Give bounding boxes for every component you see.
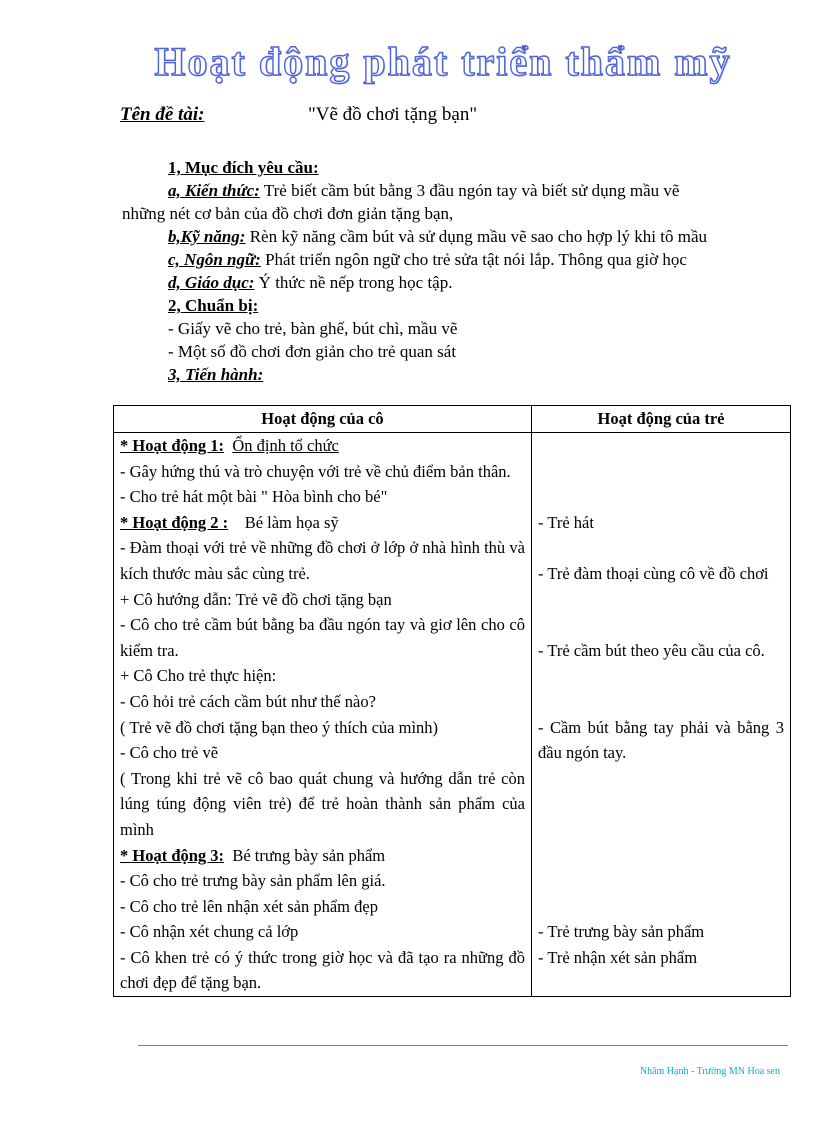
teacher-step: - Cô cho trẻ cầm bút bằng ba đầu ngón tay và giơ lên cho cô kiểm tra. (120, 615, 525, 660)
teacher-step: - Cô cho trẻ lên nhận xét sản phẩm đẹp (120, 896, 378, 916)
activity-2-title: Bé làm họa sỹ (244, 512, 339, 532)
knowledge-text: Trẻ biết cầm bút bằng 3 đầu ngón tay và biết sử dụng mầu vẽ (263, 181, 680, 200)
procedure-heading: 3, Tiến hành: (168, 365, 264, 384)
activity-1-heading (120, 433, 525, 459)
teacher-step: ( Trong khi trẻ vẽ cô bao quát chung và hướng dẫn trẻ còn lúng túng động viên trẻ) để trẻ hoàn thành sản phẩm của mình (120, 768, 525, 839)
preparation-item: - Một số đồ chơi đơn giản cho trẻ quan sát (168, 342, 457, 361)
activity-2-heading (120, 510, 525, 536)
teacher-step: - Cô cho trẻ vẽ (120, 743, 219, 763)
footer-credit: Nhâm Hạnh - Trường MN Hoa sen (639, 1066, 780, 1077)
child-spacer (538, 612, 784, 638)
language-line (122, 248, 772, 271)
child-step: - Trẻ nhận xét sản phẩm (538, 947, 698, 967)
teacher-step: + Cô Cho trẻ thực hiện: (120, 666, 277, 686)
child-activities-cell (532, 433, 791, 997)
child-step: - Trẻ đàm thoại cùng cô về đồ chơi (538, 563, 769, 583)
teacher-step: - Cô cho trẻ trưng bày sản phẩm lên giá. (120, 871, 386, 891)
skills-label: b,Kỹ năng: (168, 227, 246, 246)
preparation-heading: 2, Chuẩn bị: (168, 296, 259, 315)
education-text: Ý thức nề nếp trong học tập. (258, 273, 453, 292)
child-step: - Trẻ cầm bút theo yêu cầu của cô. (538, 640, 765, 660)
teacher-step: - Cho trẻ hát một bài " Hòa bình cho bé" (120, 487, 388, 507)
teacher-column-header: Hoạt động của cô (114, 406, 532, 433)
lesson-sections (122, 156, 772, 386)
topic-label: Tên đề tài: (120, 104, 205, 125)
skills-text: Rèn kỹ năng cầm bút và sử dụng mầu vẽ sao cho hợp lý khi tô mầu (249, 227, 708, 246)
table-row (114, 433, 791, 997)
preparation-item: - Giấy vẽ cho trẻ, bàn ghế, bút chì, mầu vẽ (168, 319, 458, 338)
teacher-step: - Cô nhận xét chung cả lớp (120, 922, 299, 942)
topic-name: "Vẽ đồ chơi tặng bạn" (308, 104, 478, 125)
table-header-row (114, 406, 791, 433)
teacher-step: - Cô khen trẻ có ý thức trong giờ học và đã tạo ra những đồ chơi đẹp để tặng bạn. (120, 947, 525, 993)
language-text: Phát triển ngôn ngữ cho trẻ sửa tật nói lắp. Thông qua giờ học (265, 250, 687, 269)
topic-line (120, 104, 720, 126)
teacher-step: ( Trẻ vẽ đồ chơi tặng bạn theo ý thích của mình) (120, 717, 439, 737)
child-spacer (538, 535, 784, 561)
skills-line (122, 225, 772, 248)
teacher-step: - Gây hứng thú và trò chuyện với trẻ về chủ điểm bản thân. (120, 461, 511, 481)
child-spacer (538, 433, 784, 510)
activity-table (113, 405, 791, 997)
language-label: c, Ngôn ngữ: (168, 250, 261, 269)
teacher-activities-cell (114, 433, 532, 997)
child-column-header: Hoạt động của trẻ (532, 406, 791, 433)
knowledge-label: a, Kiến thức: (168, 181, 260, 200)
activity-3-label: * Hoạt động 3: (120, 845, 225, 865)
objectives-heading: 1, Mục đích yêu cầu: (168, 158, 319, 177)
activity-2-label: * Hoạt động 2 : (120, 512, 229, 532)
footer-divider (138, 1045, 788, 1046)
child-step: - Cầm bút bằng tay phải và bằng 3 đầu ngón tay. (538, 717, 784, 763)
activity-1-label: * Hoạt động 1: (120, 436, 225, 455)
child-step: - Trẻ trưng bày sản phẩm (538, 922, 705, 942)
activity-1-title: Ổn định tổ chức (232, 436, 339, 455)
child-step: - Trẻ hát (538, 512, 594, 532)
activity-3-heading (120, 843, 525, 869)
teacher-step: - Đàm thoại với trẻ về những đồ chơi ở lớp ở nhà hình thù và kích thước màu sắc cùng trẻ. (120, 538, 525, 583)
education-line (122, 271, 772, 294)
activity-3-title: Bé trưng bày sản phẩm (232, 845, 386, 865)
teacher-step: + Cô hướng dẫn: Trẻ vẽ đồ chơi tặng bạn (120, 589, 392, 609)
knowledge-line (122, 179, 772, 202)
child-spacer (538, 766, 784, 920)
teacher-step: - Cô hỏi trẻ cách cầm bút như thế nào? (120, 691, 376, 711)
education-label: d, Giáo dục: (168, 273, 255, 292)
child-spacer (538, 689, 784, 715)
page-title: Hoạt động phát triển thẩm mỹ (154, 39, 732, 84)
knowledge-text-cont: những nét cơ bản của đồ chơi đơn giản tặng bạn, (122, 204, 454, 223)
